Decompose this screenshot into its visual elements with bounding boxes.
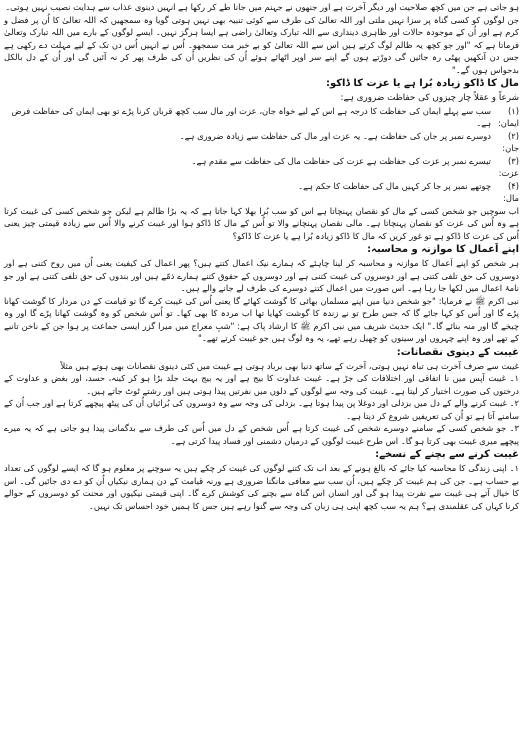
section-heading: اپنے اَعمال کا موازنہ و محاسبہ: (367, 244, 519, 255)
subheading: شرعاً و عقلاً چار چیزوں کی حفاظت ضروری ہے: (340, 93, 519, 103)
section-heading: غیبت کرنے سے بچنے کے نسخے: (375, 449, 519, 460)
list-item-label: (۲) جان: (502, 130, 519, 153)
paragraph: ۲۔ غیبت کرنے والے کے دل میں بزدلی اور دوغلا پن پیدا ہوتا ہے۔ بزدلی کی وجہ سے وہ دوسروں کی بُرائیاں اُن کی پیٹھ پیچھے کرتا ہے اور جب اُن کے سامنے آتا ہے تو اُن کی تعریفیں شروع کر دیتا ہے۔ (4, 398, 519, 421)
paragraph: ۳۔ جو شخص کسی کے سامنے دوسرے شخص کی غیبت کرتا ہے اُس شخص کے دل میں اُس کی طرف سے بدگمانی پیدا ہو جاتی ہے کہ یہ میرے پیچھے میری غیبت بھی کرتا ہو گا۔ اس طرح غیبت لوگوں کے درمیان دشمنی اور فساد پیدا کرتی ہے۔ (4, 423, 519, 446)
list-item-text: تیسرے نمبر پر عزت کی حفاظت ہے عزت کی حفاظت مال کی حفاظت سے مقدم ہے۔ (191, 155, 491, 166)
document-page (4, 1, 519, 512)
list-item-text: سب سے پہلے ایمان کی حفاظت کا درجہ ہے اس کے لیے خواہ جان، عزت اور مال سب کچھ قربان کرنا پڑے تو بھی ایمان کی حفاظت فرض ہے۔ (11, 105, 491, 128)
section-heading: غیبت کے دینوی نقصانات: (396, 346, 519, 358)
list-item (4, 180, 519, 205)
paragraph: اب سوچیں جو شخص کسی کے مال کو نقصان پہنچاتا ہے اس کو سب بُرا بھلا کہا جاتا ہے کہ یہ بڑا ظالم ہے لیکن جو شخص کسی کی غیبت کرتا ہے وہ اُس کی عزت کو نقصان پہنچاتا ہے۔ مالی نقصان پہنچانے والا تو اُس کے مال کا ڈاکو ہوا اور غیبت کرنے والا اُس سے زیادہ قیمتی چیز یعنی اُس کی عزت کا ڈاکو ہے تو غور کریں کہ مال کا ڈاکو زیادہ بُرا ہے یا عزت کا ڈاکو؟ (4, 205, 519, 241)
list-item-label: (۱) ایمان: (497, 105, 519, 128)
paragraph: ہو جاتی ہے جن میں کچھ صلاحیت اور دیگر آخرت ہے اور جنھوں نے جہنم میں جانا طے کر رکھا ہے انہیں دینوی عذاب سے ہدایت نصیب نہیں ہوتی۔ (5, 2, 519, 12)
paragraph: ہر شخص کو اپنے اَعمال کا موازنہ و محاسبہ کر لینا چاہئے کہ ہمارے نیک اعمال کتنے ہیں؟ پھر اعمال کی کیفیت یعنی اُن میں روح کتنی ہے اور دوسروں کی حق تلفی کتنی ہے اور دوسروں کی غیبت کتنی ہے اور دوسروں کے حقوق کتنے ہمارے ذمّے ہیں اور بندوں کی حق تلفی کتنی ہے اور جو نامۂ اعمال میں لکھا جا رہا ہے۔ اس صورت میں اعمال کتنے دوسرے کی طرف لے جانے والے ہیں۔ (4, 258, 519, 293)
section-heading: مال کا ڈاکو زیادہ بُرا ہے یا عزت کا ڈاکو: (325, 78, 519, 89)
list-item (4, 105, 519, 130)
list-item (4, 130, 519, 155)
list-item-label: (۴) مال: (503, 180, 519, 203)
paragraph: جن لوگوں کو کسی گناہ پر سزا نہیں ملتی اور اللہ تعالیٰ کی طرف سے کوئی تنبیہ بھی نہیں ہوتی گویا وہ سمجھیں کہ اللہ تعالیٰ کا اُن پر فضل و کرم ہے اور اُن کے موجودہ حالات اور ظاہری دینداری سے اللہ تبارک وتعالیٰ راضی ہے ایسا ہرگز نہیں۔ ایسے لوگوں کے بارے میں اللہ تبارک وتعالیٰ فرماتا ہے کہ "اور جو کچھ یہ ظالم لوگ کرتے ہیں اس سے اللہ تعالیٰ کو بے خبر مت سمجھو۔ اُس نے انہیں اُس دن تک کے لیے مہلت دے رکھی ہے جس دن آنکھیں پھٹی رہ جائیں گی دوڑتے ہوں گے اپنے سر اوپر اٹھائے ہوئے اُن کی نظریں اُن کی طرف پھر کر نہ آئیں گی اور اُن کے دل بالکل بدحواس ہوں گے۔" (4, 14, 519, 75)
paragraph: ۱۔ غیبت آپس میں نا اتفاقی اور اختلافات کی جڑ ہے۔ غیبت عداوت کا بیج ہے اور یہ بیج بہت جلد بڑا ہو کر کینہ، حسد، اور بغض و عداوت کے درختوں کی صورت اختیار کر لیتا ہے۔ غیبت کی وجہ سے لوگوں کے دلوں میں نفرتیں پیدا ہوتی ہیں اور رشتے ٹوٹ جاتے ہیں۔ (4, 373, 519, 396)
list-item-label: (۳) عزت: (498, 155, 519, 178)
paragraph: نبی اکرم ﷺ نے فرمایا: "جو شخص دنیا میں اپنے مسلمان بھائی کا گوشت کھائے گا یعنی اُس کی غیبت کرے گا تو قیامت کے دن مردار کا گوشت کھانا پڑے گا اور اُس کو کہا جائے گا کہ جس طرح تو نے زندہ کا گوشت کھایا تھا اب مردہ کا بھی کھا۔ تو اُس شخص کو وہ گوشت کھانا پڑے گا اور وہ چیخے گا اور منہ بنائے گا۔" ایک حدیث شریف میں نبی اکرم ﷺ کا ارشاد پاک ہے: "شبِ معراج میں میرا گزر ایسی جماعت پر ہوا جن کے ناخن تانبے کے تھے اور وہ اپنے چہروں اور سینوں کو چھیل رہے تھے، یہ وہ لوگ ہیں جو غیبت کرتے تھے۔" (4, 295, 519, 343)
list-item-text: دوسرے نمبر پر جان کی حفاظت ہے۔ یہ عزت اور مال کی حفاظت سے زیادہ ضروری ہے۔ (179, 130, 491, 141)
paragraph: ۱۔ اپنی زندگی کا محاسبہ کیا جائے کہ بالغ ہونے کے بعد اب تک کتنے لوگوں کی غیبت کر چکے ہیں یہ سوچنے پر معلوم ہو گا کہ ایسے لوگوں کی تعداد بے حساب ہے۔ جن کی ہم غیبت کر چکے ہیں، اُن سب سے معافی مانگنا ضروری ہے ورنہ قیامت کے دن ہماری نیکیاں اُن کو دے دی جائیں گی۔ اس کا خیال آتے ہی غیبت سے نفرت پیدا ہو گی اور انسان اس گناہ سے بچنے کی کوشش کرے گا۔ اپنی قیمتی نیکیوں اور محنت کو دوسروں کے حوالے کرنا کہاں کی عقلمندی ہے؟ ہم یہ سب کچھ اپنی ہی زبان کی وجہ سے گنوا رہے ہیں جس کا ہمیں خود احساس تک نہیں۔ (4, 463, 519, 511)
list-item-text: چوتھے نمبر پر جا کر کہیں مال کی حفاظت کا حکم ہے۔ (298, 180, 491, 191)
list-item (4, 155, 519, 180)
paragraph: غیبت سے صرف آخرت ہی تباہ نہیں ہوتی، آخرت کے ساتھ دنیا بھی برباد ہوتی ہے غیبت میں کئی دینوی نقصانات بھی ہوتے ہیں مثلاً (60, 360, 519, 371)
